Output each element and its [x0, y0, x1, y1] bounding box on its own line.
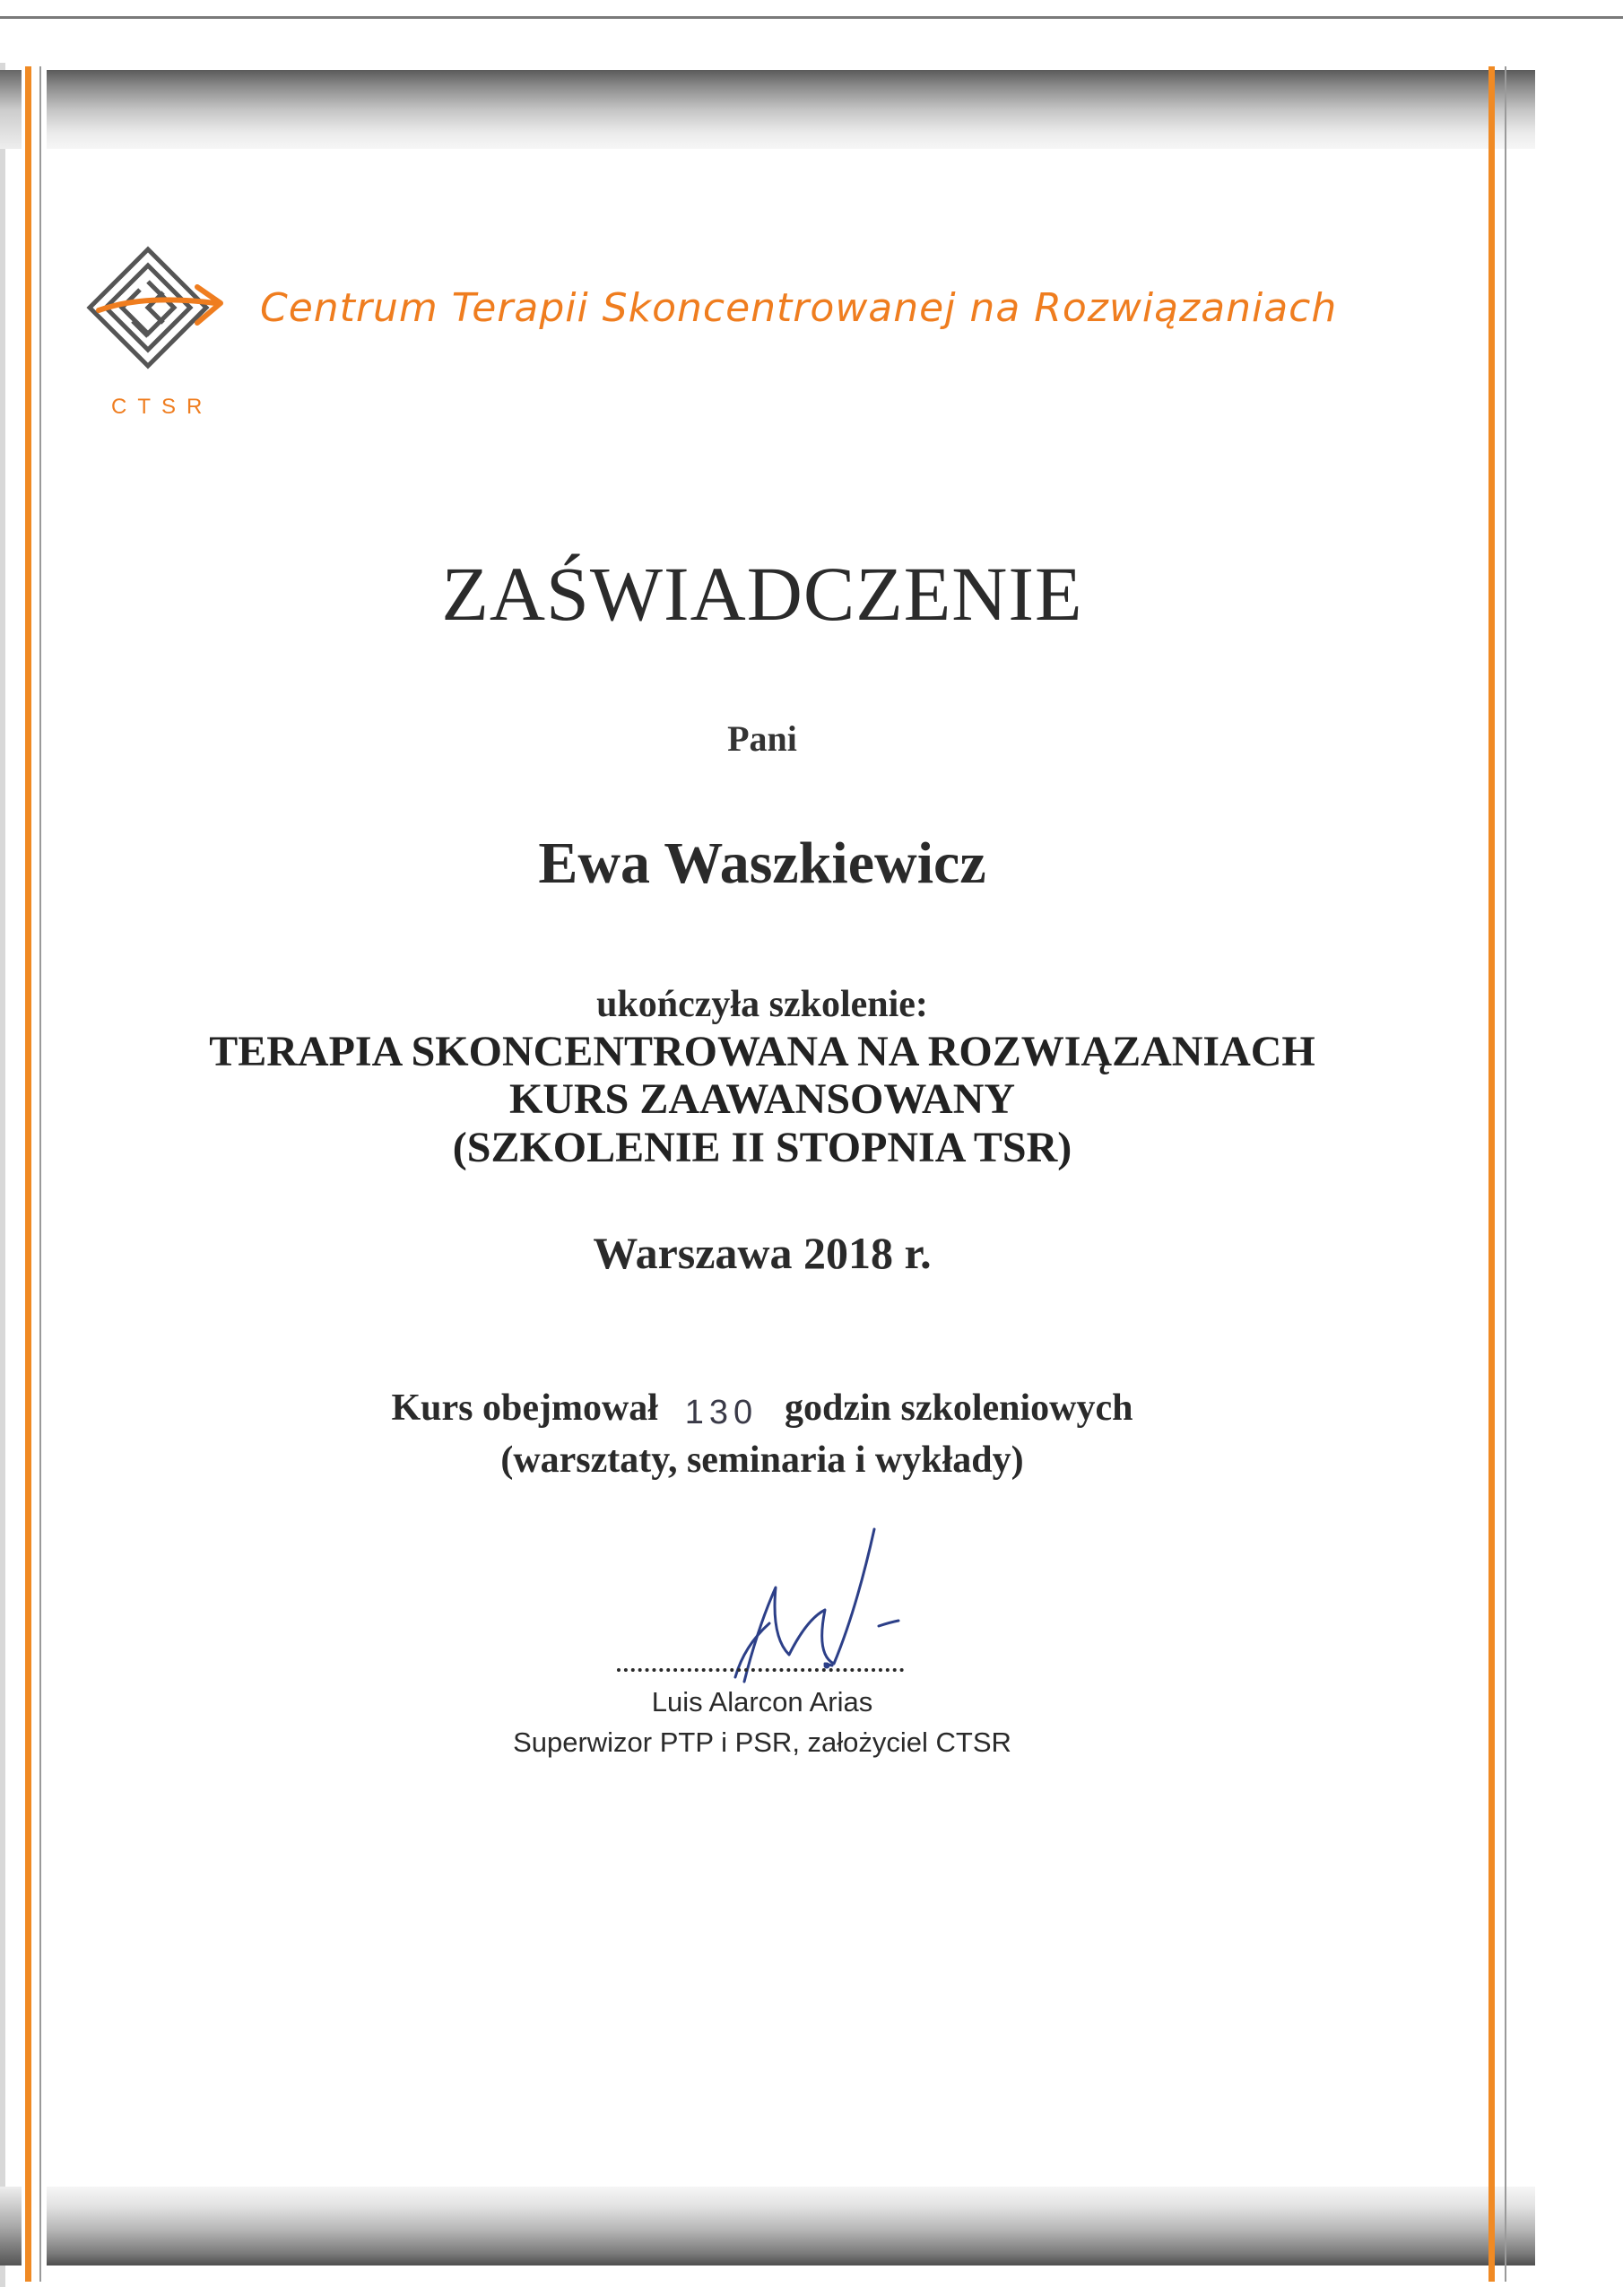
signer-role: Superwizor PTP i PSR, założyciel CTSR	[513, 1726, 1011, 1758]
course-line-1: TERAPIA SKONCENTROWANA NA ROZWIĄZANIACH	[209, 1028, 1315, 1075]
left-orange-rule	[25, 66, 31, 2282]
place-date: Warszawa 2018 r.	[593, 1228, 932, 1278]
signature-dotted-line	[617, 1668, 904, 1672]
course-scope: (warsztaty, seminaria i wykłady)	[500, 1439, 1024, 1481]
hours-value: 130	[684, 1394, 759, 1431]
hours-line	[45, 1387, 1480, 1432]
maze-arrow-logo-icon	[81, 240, 233, 384]
scan-left-edge	[0, 63, 5, 2287]
completed-text: ukończyła szkolenie:	[596, 984, 928, 1025]
recipient-name: Ewa Waszkiewicz	[538, 831, 986, 896]
right-gray-rule	[1505, 66, 1506, 2282]
handwritten-signature	[690, 1520, 959, 1700]
left-gray-rule	[39, 66, 41, 2282]
course-line-2: KURS ZAAWANSOWANY	[508, 1075, 1016, 1123]
logo-abbreviation: CTSR	[111, 395, 213, 419]
top-bar-left-cap	[0, 70, 22, 149]
signer-name: Luis Alarcon Arias	[651, 1686, 873, 1718]
hours-suffix: godzin szkoleniowych	[784, 1387, 1133, 1429]
bottom-decorative-bar	[47, 2187, 1535, 2266]
bottom-bar-left-cap	[0, 2187, 22, 2266]
hours-prefix: Kurs obejmował	[391, 1387, 658, 1429]
organization-name: Centrum Terapii Skoncentrowanej na Rozwiązaniach	[260, 285, 1338, 331]
scan-top-edge	[0, 16, 1623, 19]
top-decorative-bar	[47, 70, 1535, 149]
course-line-3: (SZKOLENIE II STOPNIA TSR)	[452, 1124, 1072, 1171]
right-orange-rule	[1488, 66, 1495, 2282]
salutation: Pani	[727, 718, 797, 759]
certificate-title: ZAŚWIADCZENIE	[441, 551, 1083, 637]
